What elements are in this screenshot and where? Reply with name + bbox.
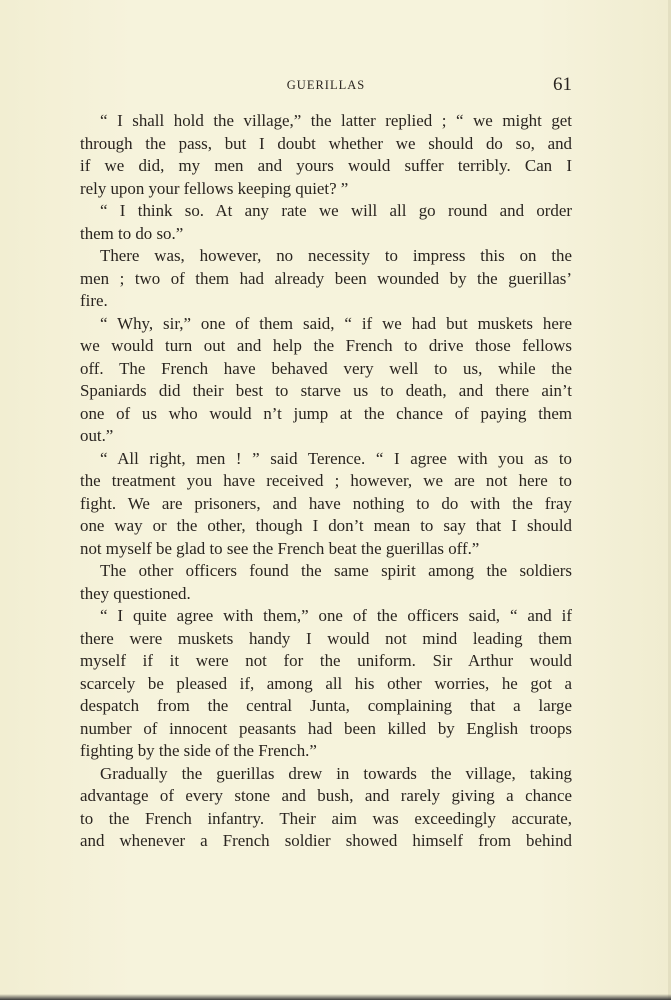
text-line: “ All right, men ! ” said Terence. “ I agree with you as to [100, 448, 572, 468]
text-line: myself if it were not for the uniform. Sir Arthur would [80, 651, 572, 670]
text-line: the treatment you have received ; however, we are not here to [80, 471, 572, 490]
text-line: “ I shall hold the village,” the latter replied ; “ we might get [100, 111, 572, 130]
text-line: Gradually the guerillas drew in towards the village, taking [100, 763, 572, 783]
text-line: “ I quite agree with them,” one of the officers said, “ and if [100, 606, 572, 625]
text-line: The other officers found the same spirit among the soldiers [100, 561, 572, 580]
text-line: not myself be glad to see the French beat the guerillas off.” [80, 538, 480, 558]
text-line: fight. We are prisoners, and have nothing to do with the fray [80, 493, 572, 513]
text-line: despatch from the central Junta, complaining that a large [80, 696, 572, 715]
text-line: and whenever a French soldier showed himself from behind [80, 831, 572, 850]
page-number: 61 [553, 74, 572, 95]
running-title: GUERILLAS [286, 78, 366, 92]
text-line: they questioned. [80, 583, 191, 603]
text-line: one of us who would n’t jump at the chance of paying them [80, 403, 572, 423]
text-line: one way or the other, though I don’t mean to say that I should [80, 516, 572, 535]
running-head [80, 74, 572, 98]
text-line: “ Why, sir,” one of them said, “ if we had but muskets here [100, 313, 572, 333]
text-line: scarcely be pleased if, among all his other worries, he got a [80, 673, 572, 693]
text-line: There was, however, no necessity to impress this on the [100, 246, 572, 265]
text-line: to the French infantry. Their aim was exceedingly accurate, [80, 808, 572, 828]
body-text [80, 110, 572, 853]
text-line: “ I think so. At any rate we will all go round and order [100, 201, 572, 220]
text-line: fighting by the side of the French.” [80, 741, 317, 760]
text-line: number of innocent peasants had been killed by English troops [80, 718, 572, 738]
text-line: men ; two of them had already been wounded by the guerillas’ [80, 268, 572, 288]
text-line: Spaniards did their best to starve us to death, and there ain’t [80, 381, 572, 400]
text-line: out.” [80, 426, 114, 445]
text-line: rely upon your fellows keeping quiet? ” [80, 178, 349, 198]
text-line: through the pass, but I doubt whether we should do so, and [80, 133, 572, 153]
text-line: fire. [80, 291, 108, 310]
text-line: them to do so.” [80, 223, 184, 243]
text-line: we would turn out and help the French to drive those fellows [80, 336, 572, 355]
text-line: if we did, my men and yours would suffer terribly. Can I [80, 156, 572, 175]
text-line: advantage of every stone and bush, and rarely giving a chance [80, 786, 572, 805]
text-line: off. The French have behaved very well to us, while the [80, 358, 572, 378]
scan-bottom-shadow [0, 994, 671, 1000]
text-line: there were muskets handy I would not mind leading them [80, 628, 572, 648]
